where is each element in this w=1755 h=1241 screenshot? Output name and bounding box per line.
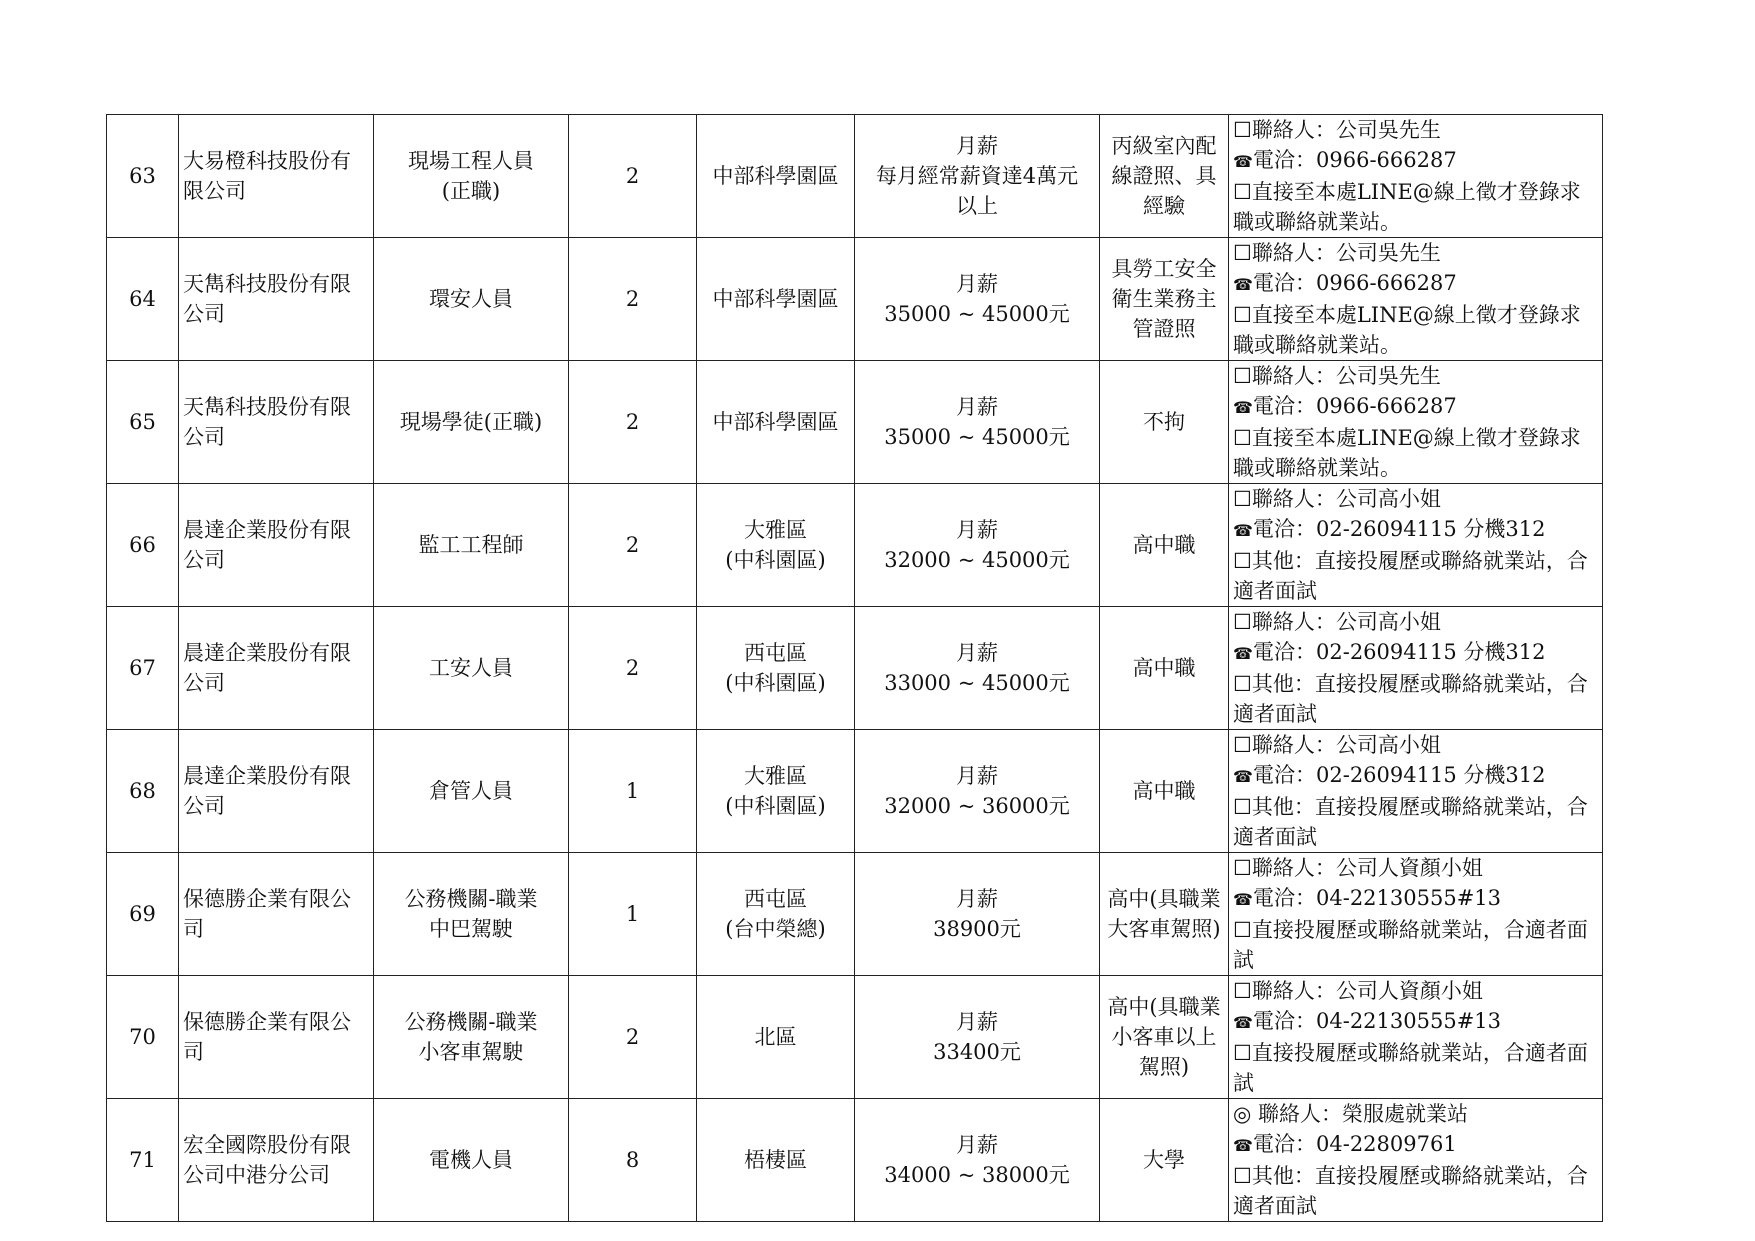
location-line: 中部科學園區 xyxy=(712,287,839,311)
salary-line: 月薪 xyxy=(956,272,998,296)
job-title-cell xyxy=(374,1099,569,1222)
contact-other: ☐直接至本處LINE@線上徵才登錄求職或聯絡就業站。 xyxy=(1233,303,1581,357)
job-title-cell xyxy=(374,976,569,1099)
company-cell xyxy=(179,976,374,1099)
row-number: 70 xyxy=(129,1025,156,1049)
company-cell xyxy=(179,115,374,238)
salary-line: 38900元 xyxy=(933,917,1021,941)
table-row xyxy=(107,484,1603,607)
company-cell xyxy=(179,730,374,853)
job-title-line: (正職) xyxy=(441,179,501,203)
contact-person: ☐聯絡人：公司人資顏小姐 xyxy=(1233,979,1483,1003)
contact-person: ☐聯絡人：公司高小姐 xyxy=(1233,733,1441,757)
headcount-cell xyxy=(569,1099,697,1222)
location-cell xyxy=(697,238,855,361)
job-title-line: 公務機關-職業 xyxy=(404,887,538,911)
job-title-cell xyxy=(374,607,569,730)
contact-person: ☐聯絡人：公司高小姐 xyxy=(1233,610,1441,634)
qualification: 大學 xyxy=(1143,1148,1185,1172)
salary-line: 月薪 xyxy=(956,395,998,419)
qualification: 高中職 xyxy=(1132,656,1196,680)
contact-other: ☐其他：直接投履歷或聯絡就業站，合適者面試 xyxy=(1233,795,1588,849)
contact-cell xyxy=(1229,361,1603,484)
phone-icon: ☎ xyxy=(1233,398,1253,417)
job-title-cell xyxy=(374,730,569,853)
contact-cell xyxy=(1229,607,1603,730)
contact-person: ◎ 聯絡人：榮服處就業站 xyxy=(1233,1102,1468,1126)
headcount: 2 xyxy=(625,656,640,680)
table-row xyxy=(107,976,1603,1099)
contact-phone-line xyxy=(1233,1129,1598,1161)
salary-line: 月薪 xyxy=(956,134,998,158)
company-name: 天雋科技股份有限公司 xyxy=(183,272,351,326)
salary-line: 月薪 xyxy=(956,764,998,788)
contact-cell xyxy=(1229,853,1603,976)
headcount-cell xyxy=(569,976,697,1099)
job-title-line: 監工工程師 xyxy=(418,533,524,557)
job-title-line: 環安人員 xyxy=(429,287,513,311)
location-cell xyxy=(697,1099,855,1222)
contact-other: ☐直接至本處LINE@線上徵才登錄求職或聯絡就業站。 xyxy=(1233,426,1581,480)
headcount-cell xyxy=(569,115,697,238)
contact-other: ☐其他：直接投履歷或聯絡就業站，合適者面試 xyxy=(1233,672,1588,726)
job-title-cell xyxy=(374,115,569,238)
salary-line: 月薪 xyxy=(956,887,998,911)
headcount: 2 xyxy=(625,410,640,434)
row-number: 69 xyxy=(129,902,156,926)
salary-line: 每月經常薪資達4萬元 xyxy=(875,164,1079,188)
salary-cell xyxy=(855,115,1100,238)
job-title-line: 電機人員 xyxy=(429,1148,513,1172)
salary-line: 32000 ~ 45000元 xyxy=(884,548,1070,572)
contact-cell xyxy=(1229,115,1603,238)
qualification: 高中(具職業大客車駕照) xyxy=(1107,887,1221,941)
location-line: 西屯區 xyxy=(744,641,807,665)
qualification: 不拘 xyxy=(1143,410,1185,434)
contact-phone: 電洽：0966-666287 xyxy=(1253,394,1457,418)
salary-line: 33000 ~ 45000元 xyxy=(884,671,1070,695)
row-number-cell xyxy=(107,976,179,1099)
contact-other: ☐其他：直接投履歷或聯絡就業站，合適者面試 xyxy=(1233,549,1588,603)
location-line: 大雅區 xyxy=(744,518,807,542)
location-cell xyxy=(697,361,855,484)
contact-phone: 電洽：04-22130555#13 xyxy=(1253,886,1502,910)
table-row xyxy=(107,730,1603,853)
qualification: 丙級室內配線證照、具經驗 xyxy=(1111,134,1217,218)
company-cell xyxy=(179,484,374,607)
salary-line: 32000 ~ 36000元 xyxy=(884,794,1070,818)
contact-phone: 電洽：02-26094115 分機312 xyxy=(1253,640,1546,664)
contact-other: ☐其他：直接投履歷或聯絡就業站，合適者面試 xyxy=(1233,1164,1588,1218)
table-row xyxy=(107,853,1603,976)
salary-line: 月薪 xyxy=(956,1133,998,1157)
company-name: 晨達企業股份有限公司 xyxy=(183,518,351,572)
job-title-cell xyxy=(374,484,569,607)
qualification-cell xyxy=(1100,607,1229,730)
qualification-cell xyxy=(1100,853,1229,976)
company-cell xyxy=(179,238,374,361)
salary-line: 35000 ~ 45000元 xyxy=(884,425,1070,449)
company-name: 宏全國際股份有限公司中港分公司 xyxy=(183,1133,351,1187)
contact-phone-line xyxy=(1233,637,1598,669)
contact-cell xyxy=(1229,1099,1603,1222)
row-number-cell xyxy=(107,115,179,238)
contact-phone: 電洽：02-26094115 分機312 xyxy=(1253,763,1546,787)
contact-cell xyxy=(1229,730,1603,853)
location-line: 梧棲區 xyxy=(744,1148,807,1172)
table-row xyxy=(107,115,1603,238)
location-line: 大雅區 xyxy=(744,764,807,788)
salary-line: 月薪 xyxy=(956,641,998,665)
job-title-cell xyxy=(374,853,569,976)
salary-line: 以上 xyxy=(956,194,998,218)
location-line: (中科園區) xyxy=(725,794,826,818)
headcount-cell xyxy=(569,853,697,976)
job-title-line: 倉管人員 xyxy=(429,779,513,803)
headcount: 2 xyxy=(625,533,640,557)
salary-cell xyxy=(855,361,1100,484)
qualification-cell xyxy=(1100,238,1229,361)
headcount: 1 xyxy=(625,779,640,803)
company-cell xyxy=(179,607,374,730)
company-name: 天雋科技股份有限公司 xyxy=(183,395,351,449)
qualification: 具勞工安全衛生業務主管證照 xyxy=(1111,257,1217,341)
row-number: 63 xyxy=(129,164,156,188)
location-line: (中科園區) xyxy=(725,548,826,572)
contact-cell xyxy=(1229,238,1603,361)
table-row xyxy=(107,361,1603,484)
qualification: 高中職 xyxy=(1132,533,1196,557)
salary-cell xyxy=(855,976,1100,1099)
salary-line: 35000 ~ 45000元 xyxy=(884,302,1070,326)
table-row xyxy=(107,1099,1603,1222)
company-cell xyxy=(179,1099,374,1222)
row-number-cell xyxy=(107,607,179,730)
contact-phone: 電洽：04-22809761 xyxy=(1253,1132,1457,1156)
contact-person: ☐聯絡人：公司人資顏小姐 xyxy=(1233,856,1483,880)
company-name: 保德勝企業有限公司 xyxy=(183,1010,351,1064)
location-line: (中科園區) xyxy=(725,671,826,695)
location-cell xyxy=(697,730,855,853)
qualification-cell xyxy=(1100,484,1229,607)
job-title-line: 工安人員 xyxy=(429,656,513,680)
salary-cell xyxy=(855,238,1100,361)
location-cell xyxy=(697,853,855,976)
contact-phone: 電洽：04-22130555#13 xyxy=(1253,1009,1502,1033)
contact-phone-line xyxy=(1233,145,1598,177)
qualification-cell xyxy=(1100,361,1229,484)
salary-cell xyxy=(855,853,1100,976)
contact-other: ☐直接投履歷或聯絡就業站，合適者面試 xyxy=(1233,1041,1588,1095)
salary-cell xyxy=(855,730,1100,853)
contact-cell xyxy=(1229,976,1603,1099)
job-title-cell xyxy=(374,361,569,484)
location-line: 北區 xyxy=(754,1025,797,1049)
job-listing-sheet xyxy=(106,114,1603,1222)
headcount: 2 xyxy=(625,287,640,311)
headcount: 1 xyxy=(625,902,640,926)
salary-line: 33400元 xyxy=(933,1040,1021,1064)
headcount: 2 xyxy=(625,164,640,188)
contact-person: ☐聯絡人：公司吳先生 xyxy=(1233,241,1441,265)
phone-icon: ☎ xyxy=(1233,152,1253,171)
salary-cell xyxy=(855,607,1100,730)
job-rows xyxy=(107,115,1603,1222)
headcount-cell xyxy=(569,607,697,730)
phone-icon: ☎ xyxy=(1233,644,1253,663)
company-cell xyxy=(179,361,374,484)
location-cell xyxy=(697,484,855,607)
contact-person: ☐聯絡人：公司吳先生 xyxy=(1233,364,1441,388)
contact-phone-line xyxy=(1233,883,1598,915)
phone-icon: ☎ xyxy=(1233,890,1253,909)
qualification: 高中職 xyxy=(1132,779,1196,803)
contact-person: ☐聯絡人：公司高小姐 xyxy=(1233,487,1441,511)
row-number: 67 xyxy=(129,656,156,680)
job-title-line: 小客車駕駛 xyxy=(418,1040,524,1064)
location-line: 西屯區 xyxy=(744,887,807,911)
headcount: 2 xyxy=(625,1025,640,1049)
phone-icon: ☎ xyxy=(1233,1013,1253,1032)
contact-phone-line xyxy=(1233,760,1598,792)
company-cell xyxy=(179,853,374,976)
contact-cell xyxy=(1229,484,1603,607)
location-cell xyxy=(697,115,855,238)
contact-phone-line xyxy=(1233,1006,1598,1038)
headcount-cell xyxy=(569,730,697,853)
row-number: 64 xyxy=(129,287,156,311)
headcount-cell xyxy=(569,484,697,607)
location-line: 中部科學園區 xyxy=(712,410,839,434)
location-line: (台中榮總) xyxy=(725,917,826,941)
contact-person: ☐聯絡人：公司吳先生 xyxy=(1233,118,1441,142)
table-row xyxy=(107,238,1603,361)
headcount: 8 xyxy=(625,1148,640,1172)
location-cell xyxy=(697,607,855,730)
qualification-cell xyxy=(1100,1099,1229,1222)
phone-icon: ☎ xyxy=(1233,275,1253,294)
row-number-cell xyxy=(107,730,179,853)
location-cell xyxy=(697,976,855,1099)
salary-cell xyxy=(855,484,1100,607)
row-number-cell xyxy=(107,484,179,607)
phone-icon: ☎ xyxy=(1233,521,1253,540)
salary-line: 月薪 xyxy=(956,518,998,542)
job-title-line: 現場工程人員 xyxy=(408,149,534,173)
contact-phone: 電洽：02-26094115 分機312 xyxy=(1253,517,1546,541)
company-name: 晨達企業股份有限公司 xyxy=(183,641,351,695)
qualification-cell xyxy=(1100,115,1229,238)
row-number: 65 xyxy=(129,410,156,434)
company-name: 晨達企業股份有限公司 xyxy=(183,764,351,818)
job-title-cell xyxy=(374,238,569,361)
location-line: 中部科學園區 xyxy=(712,164,839,188)
job-title-line: 中巴駕駛 xyxy=(429,917,513,941)
contact-phone: 電洽：0966-666287 xyxy=(1253,148,1457,172)
contact-other: ☐直接投履歷或聯絡就業站，合適者面試 xyxy=(1233,918,1588,972)
row-number: 66 xyxy=(129,533,156,557)
salary-line: 月薪 xyxy=(956,1010,998,1034)
contact-phone-line xyxy=(1233,391,1598,423)
job-title-line: 現場學徒(正職) xyxy=(399,410,543,434)
job-title-line: 公務機關-職業 xyxy=(404,1010,538,1034)
qualification: 高中(具職業小客車以上駕照) xyxy=(1107,995,1221,1079)
row-number-cell xyxy=(107,853,179,976)
table-row xyxy=(107,607,1603,730)
headcount-cell xyxy=(569,361,697,484)
row-number-cell xyxy=(107,238,179,361)
headcount-cell xyxy=(569,238,697,361)
job-listing-table xyxy=(106,114,1603,1222)
contact-phone: 電洽：0966-666287 xyxy=(1253,271,1457,295)
contact-phone-line xyxy=(1233,268,1598,300)
contact-phone-line xyxy=(1233,514,1598,546)
salary-cell xyxy=(855,1099,1100,1222)
contact-other: ☐直接至本處LINE@線上徵才登錄求職或聯絡就業站。 xyxy=(1233,180,1581,234)
row-number: 68 xyxy=(129,779,156,803)
company-name: 保德勝企業有限公司 xyxy=(183,887,351,941)
row-number-cell xyxy=(107,1099,179,1222)
qualification-cell xyxy=(1100,976,1229,1099)
row-number: 71 xyxy=(129,1148,156,1172)
company-name: 大易橙科技股份有限公司 xyxy=(183,149,351,203)
salary-line: 34000 ~ 38000元 xyxy=(884,1163,1070,1187)
phone-icon: ☎ xyxy=(1233,1136,1253,1155)
qualification-cell xyxy=(1100,730,1229,853)
phone-icon: ☎ xyxy=(1233,767,1253,786)
row-number-cell xyxy=(107,361,179,484)
